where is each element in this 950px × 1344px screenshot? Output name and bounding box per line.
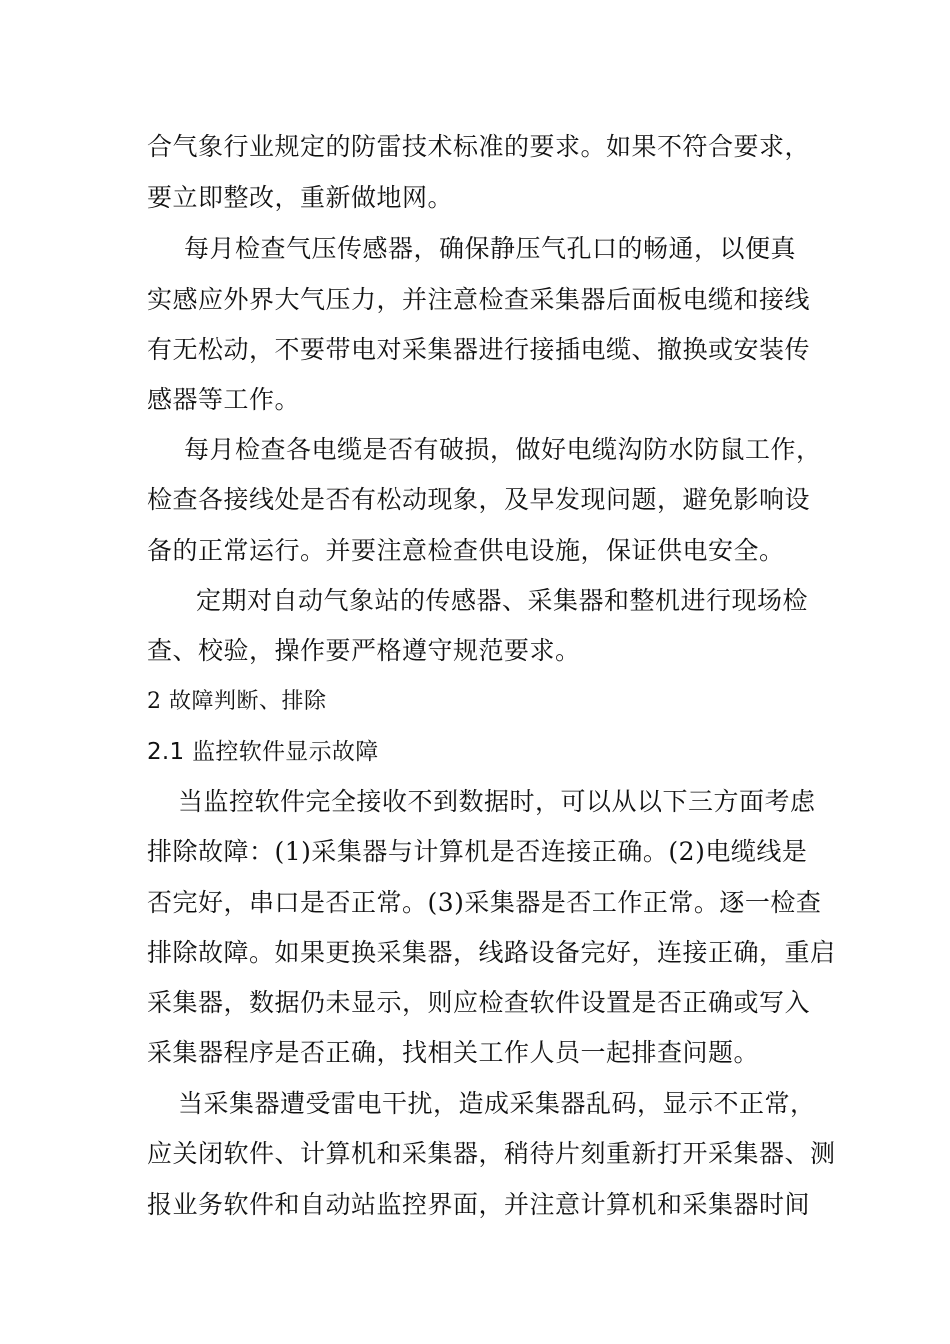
body-text-line: 采集器程序是否正确，找相关工作人员一起排查问题。 xyxy=(147,1038,760,1067)
section-heading: 2 故障判断、排除 xyxy=(147,689,327,714)
paragraph-first-line: 当监控软件完全接收不到数据时，可以从以下三方面考虑 xyxy=(178,787,816,816)
paragraph-first-line: 每月检查气压传感器，确保静压气孔口的畅通，以便真 xyxy=(184,234,797,263)
body-text-line: 否完好，串口是否正常。(3)采集器是否工作正常。逐一检查 xyxy=(147,888,822,917)
paragraph-first-line: 每月检查各电缆是否有破损，做好电缆沟防水防鼠工作， xyxy=(184,435,822,464)
body-text-line: 备的正常运行。并要注意检查供电设施，保证供电安全。 xyxy=(147,536,785,565)
subsection-heading: 2.1 监控软件显示故障 xyxy=(147,739,379,765)
body-text-line: 检查各接线处是否有松动现象，及早发现问题，避免影响设 xyxy=(147,485,811,514)
body-text-line: 采集器，数据仍未显示，则应检查软件设置是否正确或写入 xyxy=(147,988,811,1017)
body-text-line: 合气象行业规定的防雷技术标准的要求。如果不符合要求， xyxy=(147,132,811,161)
body-text-line: 实感应外界大气压力，并注意检查采集器后面板电缆和接线 xyxy=(147,285,811,314)
paragraph-first-line: 当采集器遭受雷电干扰，造成采集器乱码，显示不正常， xyxy=(178,1089,816,1118)
body-text-line: 要立即整改，重新做地网。 xyxy=(147,183,454,212)
body-text-line: 报业务软件和自动站监控界面，并注意计算机和采集器时间 xyxy=(147,1190,811,1219)
body-text-line: 查、校验，操作要严格遵守规范要求。 xyxy=(147,636,581,665)
paragraph-first-line: 定期对自动气象站的传感器、采集器和整机进行现场检 xyxy=(196,586,809,615)
body-text-line: 排除故障：(1)采集器与计算机是否连接正确。(2)电缆线是 xyxy=(147,837,808,866)
body-text-line: 排除故障。如果更换采集器，线路设备完好，连接正确，重启 xyxy=(147,938,836,967)
body-text-line: 应关闭软件、计算机和采集器，稍待片刻重新打开采集器、测 xyxy=(147,1139,836,1168)
body-text-line: 感器等工作。 xyxy=(147,385,301,414)
body-text-line: 有无松动，不要带电对采集器进行接插电缆、撤换或安装传 xyxy=(147,335,811,364)
